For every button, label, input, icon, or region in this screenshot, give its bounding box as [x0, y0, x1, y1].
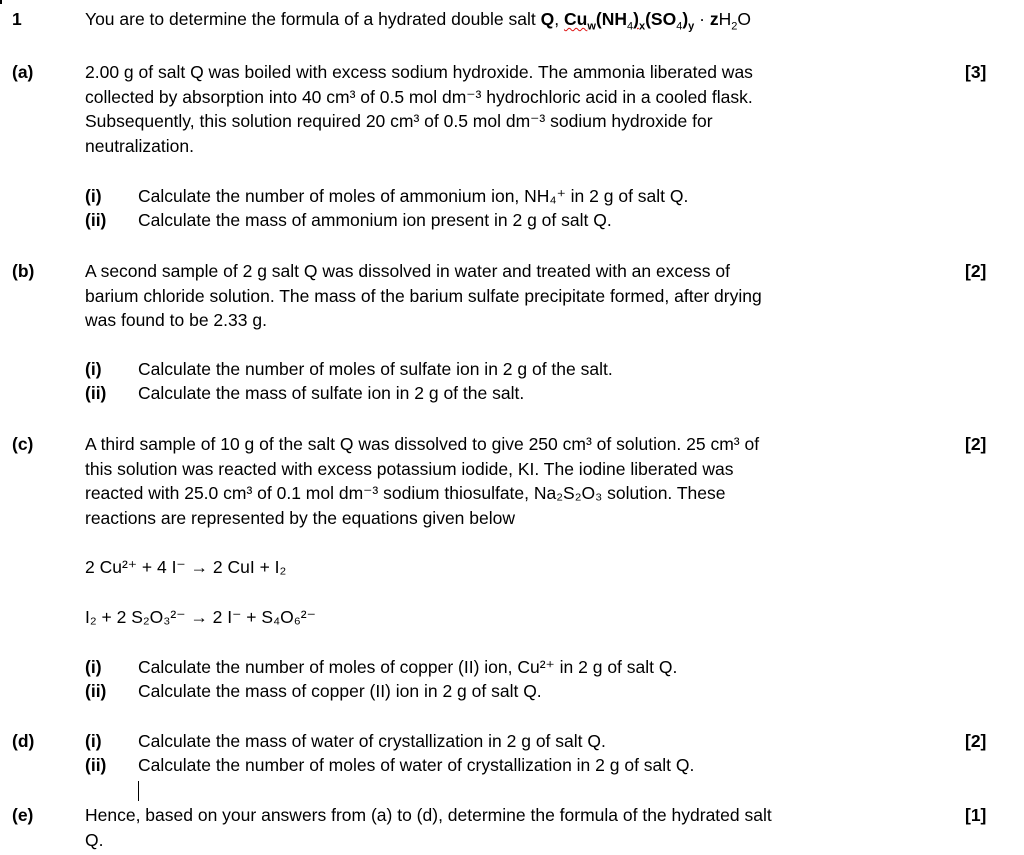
part-d-ii-text: Calculate the number of moles of water of crystallization in 2 g of salt Q. — [138, 755, 695, 775]
part-a-paragraph — [85, 60, 753, 158]
part-e-mark: [1] — [965, 805, 987, 825]
equation-2: I₂ + 2 S₂O₃²⁻ → 2 I⁻ + S₄O₆²⁻ — [85, 607, 316, 627]
text-cursor[interactable] — [138, 781, 139, 801]
part-a-line-2: collected by absorption into 40 cm³ of 0.5 mol dm⁻³ hydrochloric acid in a cooled flask. — [85, 86, 753, 107]
formula-sub-2: 2 — [731, 20, 738, 33]
part-c-line-4: reactions are represented by the equations given below — [85, 507, 515, 528]
part-b-mark: [2] — [965, 261, 987, 281]
part-c-i-label: (i) — [85, 657, 102, 677]
part-c-line-2: this solution was reacted with excess potassium iodide, KI. The iodine liberated was — [85, 458, 734, 479]
part-d-label: (d) — [12, 731, 35, 751]
formula-dot: · — [694, 9, 710, 29]
part-b-line-3: was found to be 2.33 g. — [85, 310, 267, 330]
part-a-label: (a) — [12, 62, 34, 82]
formula-so: (SO — [645, 9, 677, 29]
page-corner-mark — [0, 0, 2, 4]
part-a-i-text: Calculate the number of moles of ammonium ion, NH₄⁺ in 2 g of salt Q. — [138, 186, 689, 206]
part-c-paragraph — [85, 432, 759, 530]
salt-name: Q — [540, 9, 555, 29]
formula-nh: (NH — [595, 9, 627, 29]
part-a-line-1: 2.00 g of salt Q was boiled with excess sodium hydroxide. The ammonia liberated was — [85, 62, 753, 82]
part-c-label: (c) — [12, 434, 34, 454]
part-d-ii-label: (ii) — [85, 755, 107, 775]
formula-z: z — [709, 9, 719, 29]
formula-sub-4b: 4 — [676, 20, 683, 33]
part-b-ii-label: (ii) — [85, 383, 107, 403]
formula-cu: $Cu_w$ — [563, 9, 596, 33]
part-e-line-2: Q. — [85, 829, 104, 850]
part-c-line-3: reacted with 25.0 cm³ of 0.1 mol dm⁻³ sodium thiosulfate, Na₂S₂O₃ solution. These — [85, 483, 726, 503]
part-a-ii-text: Calculate the mass of ammonium ion present in 2 g of salt Q. — [138, 210, 612, 230]
part-a-mark: [3] — [965, 62, 987, 82]
part-b-ii-text: Calculate the mass of sulfate ion in 2 g of the salt. — [138, 383, 525, 403]
part-d-i-text: Calculate the mass of water of crystallization in 2 g of salt Q. — [138, 731, 606, 751]
formula-h: H — [718, 9, 732, 29]
part-a-i-label: (i) — [85, 186, 102, 206]
equation-1: 2 Cu²⁺ + 4 I⁻ → 2 CuI + I₂ — [85, 557, 287, 577]
part-b-paragraph — [85, 259, 762, 333]
formula-close: ) — [682, 9, 689, 29]
part-a-line-3: Subsequently, this solution required 20 cm³ of 0.5 mol dm⁻³ sodium hydroxide for — [85, 111, 713, 131]
intro-text: You are to determine the formula of a hydrated double salt — [85, 9, 541, 29]
part-c-line-1: A third sample of 10 g of the salt Q was dissolved to give 250 cm³ of solution. 25 cm³ of — [85, 434, 760, 454]
part-a-ii-label: (ii) — [85, 210, 107, 230]
formula-sub-4: 4 — [626, 20, 634, 33]
part-e-label: (e) — [12, 805, 34, 825]
part-b-line-2: barium chloride solution. The mass of the barium sulfate precipitate formed, after drying — [85, 285, 762, 306]
part-c-i-text: Calculate the number of moles of copper (II) ion, Cu²⁺ in 2 g of salt Q. — [138, 657, 678, 677]
part-c-ii-text: Calculate the mass of copper (II) ion in 2 g of salt Q. — [138, 681, 542, 701]
formula-y: y — [688, 20, 695, 33]
formula-x-group: )$_x$ — [633, 9, 646, 33]
question-intro: You are to determine the formula of a hydrated double salt Q, $Cu_w(NH_4)_x(SO_4)_y \cdot zH_2O$ — [85, 9, 751, 33]
part-b-i-label: (i) — [85, 359, 102, 379]
part-c-mark: [2] — [965, 434, 987, 454]
part-b-i-text: Calculate the number of moles of sulfate ion in 2 g of the salt. — [138, 359, 613, 379]
part-c-ii-label: (ii) — [85, 681, 107, 701]
part-b-line-1: A second sample of 2 g salt Q was dissolved in water and treated with an excess of — [85, 261, 730, 281]
question-number: 1 — [12, 9, 22, 29]
part-d-i-label: (i) — [85, 731, 102, 751]
formula-o: O — [737, 9, 751, 29]
part-b-label: (b) — [12, 261, 35, 281]
part-e-line-1: Hence, based on your answers from (a) to (d), determine the formula of the hydrated salt — [85, 805, 772, 825]
part-d-mark: [2] — [965, 731, 987, 751]
part-e-paragraph — [85, 803, 772, 852]
part-a-line-4: neutralization. — [85, 135, 194, 156]
